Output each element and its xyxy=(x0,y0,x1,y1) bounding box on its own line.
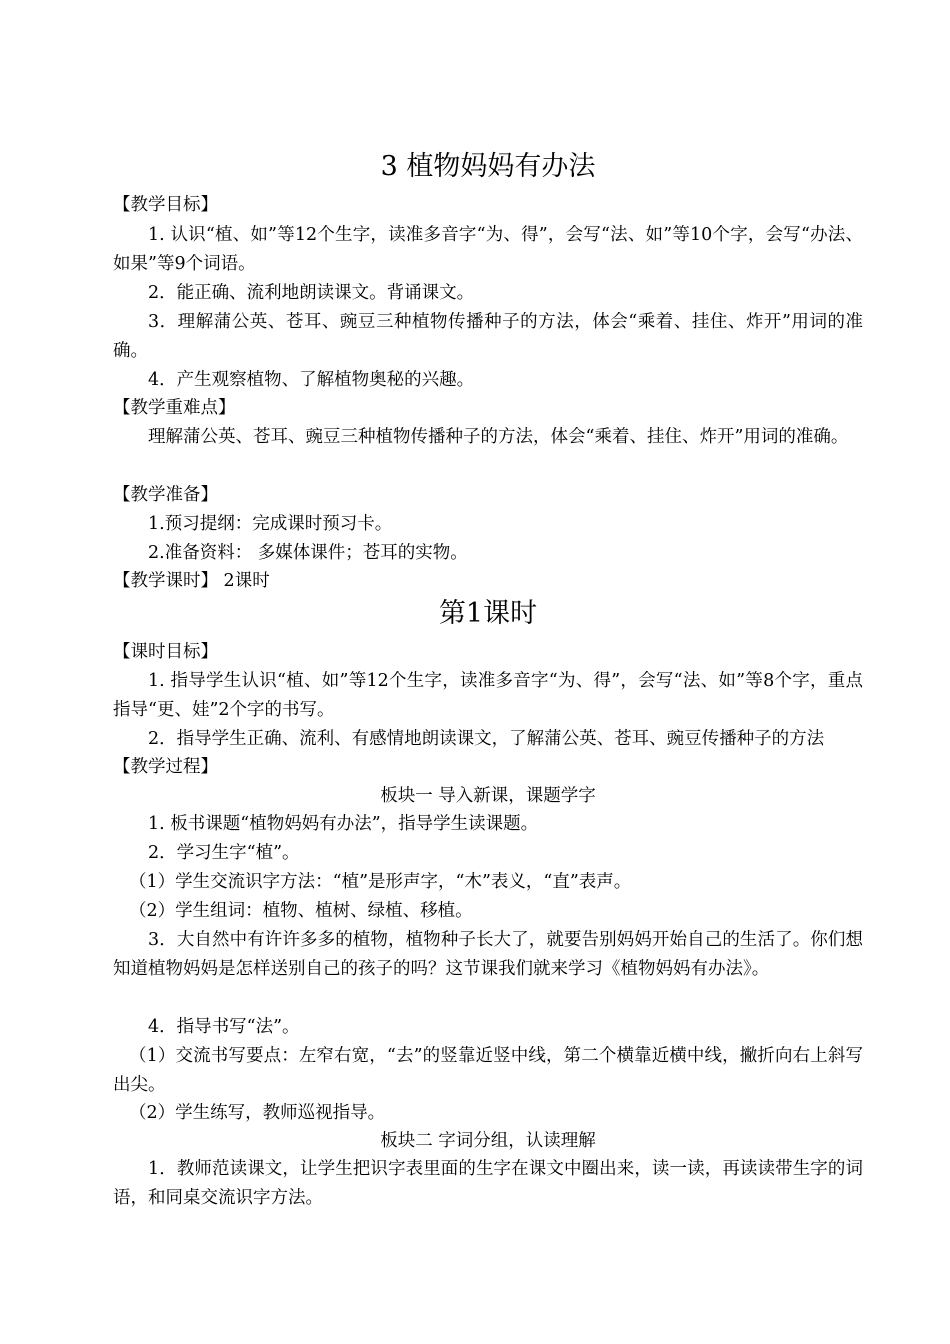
key-text: 理解蒲公英、苍耳、豌豆三种植物传播种子的方法，体会“乘着、挂住、炸开”用词的准确。 xyxy=(148,427,849,447)
prep-heading: 【教学准备】 xyxy=(113,485,218,505)
process-heading: 【教学过程】 xyxy=(113,757,218,777)
goals-heading: 【教学目标】 xyxy=(113,195,218,215)
key-heading: 【教学重难点】 xyxy=(113,398,236,418)
process-item: （1）交流书写要点：左窄右宽，“去”的竖靠近竖中线，第二个横靠近横中线，撇折向右上斜写出尖。 xyxy=(113,1046,863,1095)
process-item: 1. 板书课题“植物妈妈有办法”，指导学生读课题。 xyxy=(148,814,539,834)
period-title: 第1课时 xyxy=(438,598,538,629)
process-item: 4．指导书写“法”。 xyxy=(148,1017,300,1037)
process-item: 1．教师范读课文，让学生把识字表里面的生字在课文中圈出来，读一读，再读读带生字的词语，和同桌交流识字方法。 xyxy=(113,1159,863,1208)
goal-item: 1. 认识“植、如”等12个生字，读准多音字“为、得”，会写“法、如”等10个字，会写“办法、如果”等9个词语。 xyxy=(113,225,863,274)
lesson-title: 3 植物妈妈有办法 xyxy=(380,151,596,182)
goal-item: 2．能正确、流利地朗读课文。背诵课文。 xyxy=(148,283,475,303)
process-item: （2）学生练写，教师巡视指导。 xyxy=(129,1103,386,1123)
period-goals-heading: 【课时目标】 xyxy=(113,642,218,662)
process-item: （1）学生交流识字方法：“植”是形声字，“木”表义，“直”表声。 xyxy=(129,872,632,892)
process-item: 3．大自然中有许许多多的植物，植物种子长大了，就要告别妈妈开始自己的生活了。你们想知道植物妈妈是怎样送别自己的孩子的吗？这节课我们就来学习《植物妈妈有办法》。 xyxy=(113,930,863,979)
block-one-title: 板块一 导入新课，课题学字 xyxy=(380,786,596,806)
goal-item: 3．理解蒲公英、苍耳、豌豆三种植物传播种子的方法，体会“乘着、挂住、炸开”用词的准确。 xyxy=(113,312,863,361)
block-two-title: 板块二 字词分组，认读理解 xyxy=(380,1131,596,1151)
prep-item: 2.准备资料： 多媒体课件；苍耳的实物。 xyxy=(148,543,468,563)
period-goal-item: 1. 指导学生认识“植、如”等12个生字，读准多音字“为、得”，会写“法、如”等8个字，重点指导“更、娃”2个字的书写。 xyxy=(113,671,863,720)
process-item: （2）学生组词：植物、植树、绿植、移植。 xyxy=(129,901,473,921)
period-goal-item: 2．指导学生正确、流利、有感情地朗读课文，了解蒲公英、苍耳、豌豆传播种子的方法 xyxy=(148,729,825,749)
hours-line: 【教学课时】 2课时 xyxy=(113,571,270,591)
prep-item: 1.预习提纲：完成课时预习卡。 xyxy=(148,514,393,534)
goal-item: 4．产生观察植物、了解植物奥秘的兴趣。 xyxy=(148,370,475,390)
process-item: 2．学习生字“植”。 xyxy=(148,843,300,863)
